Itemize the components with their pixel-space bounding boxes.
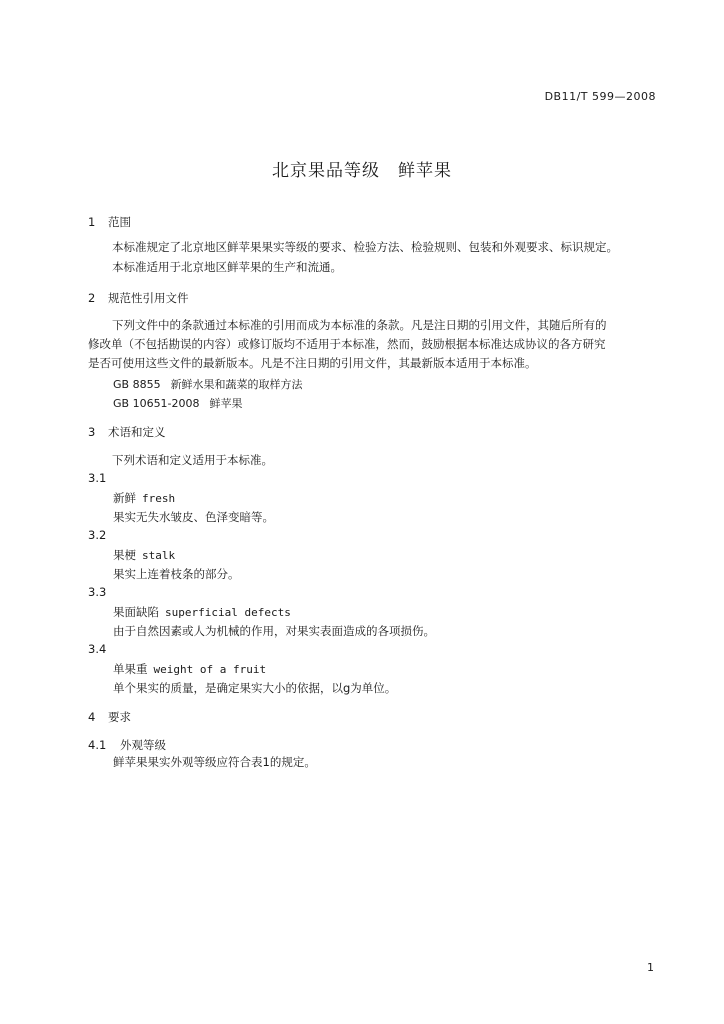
term-name <box>113 490 175 506</box>
standard-code: DB11/T 599—2008 <box>544 90 656 103</box>
reference-title: 鲜苹果 <box>209 397 243 410</box>
normative-reference <box>113 376 303 392</box>
term-chinese: 新鲜 <box>113 491 136 505</box>
section-3-intro: 下列术语和定义适用于本标准。 <box>112 453 273 467</box>
page-number: 1 <box>647 961 654 974</box>
section-number: 2 <box>88 291 96 305</box>
term-number: 3.2 <box>88 528 107 542</box>
normative-reference <box>113 395 243 411</box>
section-2-paragraph-line-3: 是否可使用这些文件的最新版本。凡是不注日期的引用文件，其最新版本适用于本标准。 <box>88 356 537 370</box>
section-title: 要求 <box>108 710 131 724</box>
section-1-heading <box>88 213 658 232</box>
term-name <box>113 661 266 677</box>
subsection-number: 4.1 <box>88 738 107 752</box>
section-2-paragraph-line-1: 下列文件中的条款通过本标准的引用而成为本标准的条款。凡是注日期的引用文件，其随后所有的 <box>112 318 607 332</box>
document-title: 北京果品等级 鲜苹果 <box>272 161 452 181</box>
term-number: 3.3 <box>88 585 107 599</box>
section-2-paragraph-line-2: 修改单（不包括勘误的内容）或修订版均不适用于本标准，然而，鼓励根据本标准达成协议的各方研究 <box>88 337 606 351</box>
section-number: 4 <box>88 710 96 724</box>
term-name <box>113 547 175 563</box>
section-1-paragraph-1: 本标准规定了北京地区鲜苹果果实等级的要求、检验方法、检验规则、包装和外观要求、标识规定。 <box>112 240 618 254</box>
section-title: 规范性引用文件 <box>108 291 189 305</box>
subsection-4-1-heading <box>88 736 658 755</box>
term-name <box>113 604 291 620</box>
section-title: 术语和定义 <box>108 425 166 439</box>
term-definition: 果实上连着枝条的部分。 <box>113 567 240 581</box>
term-english: superficial defects <box>165 606 291 619</box>
term-english: fresh <box>142 492 176 505</box>
term-number: 3.1 <box>88 471 107 485</box>
section-2-heading <box>88 289 658 308</box>
term-number: 3.4 <box>88 642 107 656</box>
term-english: stalk <box>142 549 176 562</box>
reference-code: GB 10651-2008 <box>113 397 200 410</box>
section-number: 1 <box>88 215 96 229</box>
term-definition: 果实无失水皱皮、色泽变暗等。 <box>113 510 274 524</box>
term-definition: 由于自然因素或人为机械的作用，对果实表面造成的各项损伤。 <box>113 624 435 638</box>
section-3-heading <box>88 423 658 442</box>
term-english: weight of a fruit <box>153 663 267 676</box>
section-number: 3 <box>88 425 96 439</box>
reference-title: 新鲜水果和蔬菜的取样方法 <box>170 378 303 391</box>
section-1-paragraph-2: 本标准适用于北京地区鲜苹果的生产和流通。 <box>112 260 342 274</box>
subsection-title: 外观等级 <box>120 738 166 752</box>
term-chinese: 果面缺陷 <box>113 605 159 619</box>
term-chinese: 果梗 <box>113 548 136 562</box>
reference-code: GB 8855 <box>113 378 161 391</box>
section-4-heading <box>88 708 658 727</box>
term-definition: 单个果实的质量，是确定果实大小的依据，以g为单位。 <box>113 681 397 695</box>
subsection-4-1-text: 鲜苹果果实外观等级应符合表1的规定。 <box>113 755 316 769</box>
section-title: 范围 <box>108 215 131 229</box>
term-chinese: 单果重 <box>113 662 148 676</box>
